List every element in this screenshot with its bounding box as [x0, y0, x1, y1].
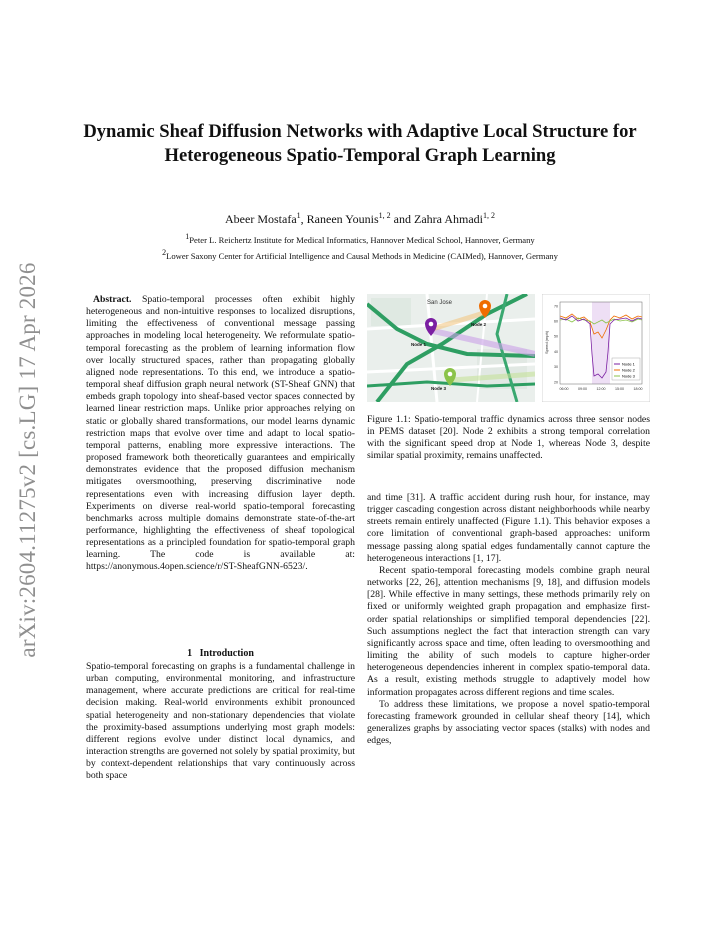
arxiv-stamp-text: arXiv:2604.11275v2 [cs.LG] 17 Apr 2026 — [15, 262, 40, 658]
body-paragraph: and time [31]. A traffic accident during rush hour, for instance, may trigger cascading congestion across distant neighborhoods while nearby streets remain entirely unaffected (Figure 1.1). This behavior exposes a core limitation of conventional graph-based approaches: uniform message passing along spatial edges fundamentally cannot capture the heterogeneous interactions [1, 17]. — [367, 492, 650, 564]
y-tick-label: 70 — [554, 304, 558, 309]
map-node3-label: Node 3 — [431, 386, 447, 391]
plot-y-label: Speed (mph) — [544, 330, 549, 354]
map-node1-label: Node 1 — [411, 342, 427, 347]
y-tick-label: 40 — [554, 349, 558, 354]
affiliation-sup: 2 — [162, 248, 167, 257]
figure-1-1 — [367, 294, 650, 406]
map-node2-label: Node 2 — [471, 322, 487, 327]
x-tick-label: 09:00 — [578, 387, 587, 391]
intro-right-column — [367, 492, 650, 747]
y-tick-label: 50 — [554, 334, 558, 339]
author-name: Abeer Mostafa — [225, 212, 297, 226]
traffic-map — [367, 294, 535, 402]
author-affil-sup: 1, 2 — [482, 211, 495, 220]
arxiv-side-stamp — [6, 180, 50, 740]
paper-title: Dynamic Sheaf Diffusion Networks with Adaptive Local Structure for Heterogeneous Spatio-Temporal Graph Learning — [83, 121, 637, 166]
y-tick-label: 60 — [554, 319, 558, 324]
x-tick-label: 12:00 — [596, 387, 606, 391]
y-tick-label: 30 — [554, 365, 558, 370]
author-list: Abeer Mostafa$^1$, Raneen Younis$^{1, 2}$ and Zahra Ahmadi$^{1, 2}$ — [225, 211, 495, 226]
y-tick-label: 20 — [554, 380, 558, 385]
section-title: Introduction — [199, 648, 254, 659]
author-name: Zahra Ahmadi — [414, 212, 483, 226]
map-city-label: San Jose — [427, 300, 453, 306]
intro-text: Spatio-temporal forecasting on graphs is a fundamental challenge in urban computing, environmental monitoring, and infrastructure management, where accurate predictions are critical for real-time decision making. Real-world environments exhibit pronounced spatial heterogeneity and non-stationary dependencies that violate the proximity-based assumptions underlying most graph models: different regions evolve under distinct local dynamics, and interaction strengths are governed not solely by spatial proximity, but by context-dependent relationships that vary continuously across both space — [86, 661, 355, 782]
map-graphic — [367, 294, 535, 402]
legend-node3: Node 3 — [622, 373, 635, 379]
intro-paragraph — [86, 661, 355, 783]
caption-text: Figure 1.1: Spatio-temporal traffic dynamics across three sensor nodes in PEMS dataset [20]. Node 2 exhibits a strong temporal correlation with the significant speed drop at Node 1, whereas Node 3, despite similar spatial proximity, remains unaffected. — [367, 414, 650, 462]
speed-plot-graphic — [542, 294, 650, 402]
x-tick-label: 06:00 — [559, 387, 569, 391]
author-affil-sup: 1 — [296, 211, 301, 220]
author-conjunction: and — [390, 212, 414, 226]
author-affil-sup: 1, 2 — [378, 211, 391, 220]
plot-legend — [612, 358, 640, 380]
abstract-label: Abstract. — [93, 294, 132, 305]
author-name: Raneen Younis — [306, 212, 379, 226]
abstract — [86, 294, 355, 574]
body-paragraph: To address these limitations, we propose a novel spatio-temporal forecasting framework grounded in cellular sheaf theory [14], which generalizes graphs by associating vector spaces (stalks) with nodes and edges, — [367, 698, 650, 747]
speed-plot — [542, 294, 650, 402]
body-paragraph: Recent spatio-temporal forecasting models combine graph neural networks [22, 26], attention mechanisms [9, 18], and diffusion models [28]. While effective in many settings, these methods primarily rely on fixed or uniformly weighted graph propagation and emphasize first-order spatial relationships or simplified temporal dependencies [22]. Such assumptions neglect the fact that interaction strength can vary significantly across space and time, often leading to oversmoothing and limiting the ability of such models to capture higher-order heterogeneous dependencies inherent in complex spatio-temporal data. As a result, existing methods struggle to adaptively model how information propagates across different regions and time scales. — [367, 564, 650, 698]
abstract-text: Spatio-temporal processes often exhibit highly heterogeneous and non-intuitive responses to localized disruptions, limiting the effectiveness of conventional message passing approaches in modeling local heterogeneity. We reformulate spatio-temporal forecasting as the problem of learning information flow over locally structured spaces, rather than propagating globally aligned node representations. To this end, we introduce a spatio-temporal sheaf diffusion graph neural network (ST-Sheaf GNN) that embeds graph topology into sheaf-based vector spaces connected by learned linear restriction maps. Unlike prior approaches relying on static or globally shared transformations, our model learns dynamic restriction maps that evolve over time and adapt to local spatio-temporal patterns, enabling more expressive interactions. The proposed framework both theoretically guarantees and empirically demonstrates evidence that the proposed diffusion mechanism mitigates oversmoothing, preserving discriminative node representations even with increasing diffusion layer depth. Experiments on diverse real-world spatio-temporal forecasting benchmarks across multiple domains demonstrate state-of-the-art performance, highlighting the effectiveness of sheaf topological representations as a principled foundation for spatio-temporal graph learning. The code is available at: https://anonymous.4open.science/r/ST-SheafGNN-6523/. — [86, 294, 356, 573]
affiliation-2 — [60, 248, 660, 261]
legend-node2: Node 2 — [622, 367, 635, 373]
section-number: 1 — [187, 648, 193, 659]
legend-node1: Node 1 — [622, 361, 635, 367]
affiliation-sup: 1 — [185, 232, 190, 241]
affiliation-text: Lower Saxony Center for Artificial Intelligence and Causal Methods in Medicine (CAIMed), Hannover, Germany — [166, 250, 558, 261]
x-tick-label: 15:00 — [615, 387, 624, 391]
figure-caption — [367, 414, 650, 463]
x-tick-label: 18:00 — [633, 387, 643, 391]
affiliation-1 — [60, 232, 660, 245]
section-heading — [86, 648, 355, 659]
affiliation-text: Peter L. Reichertz Institute for Medical Informatics, Hannover Medical School, Hannover, Germany — [189, 234, 535, 245]
